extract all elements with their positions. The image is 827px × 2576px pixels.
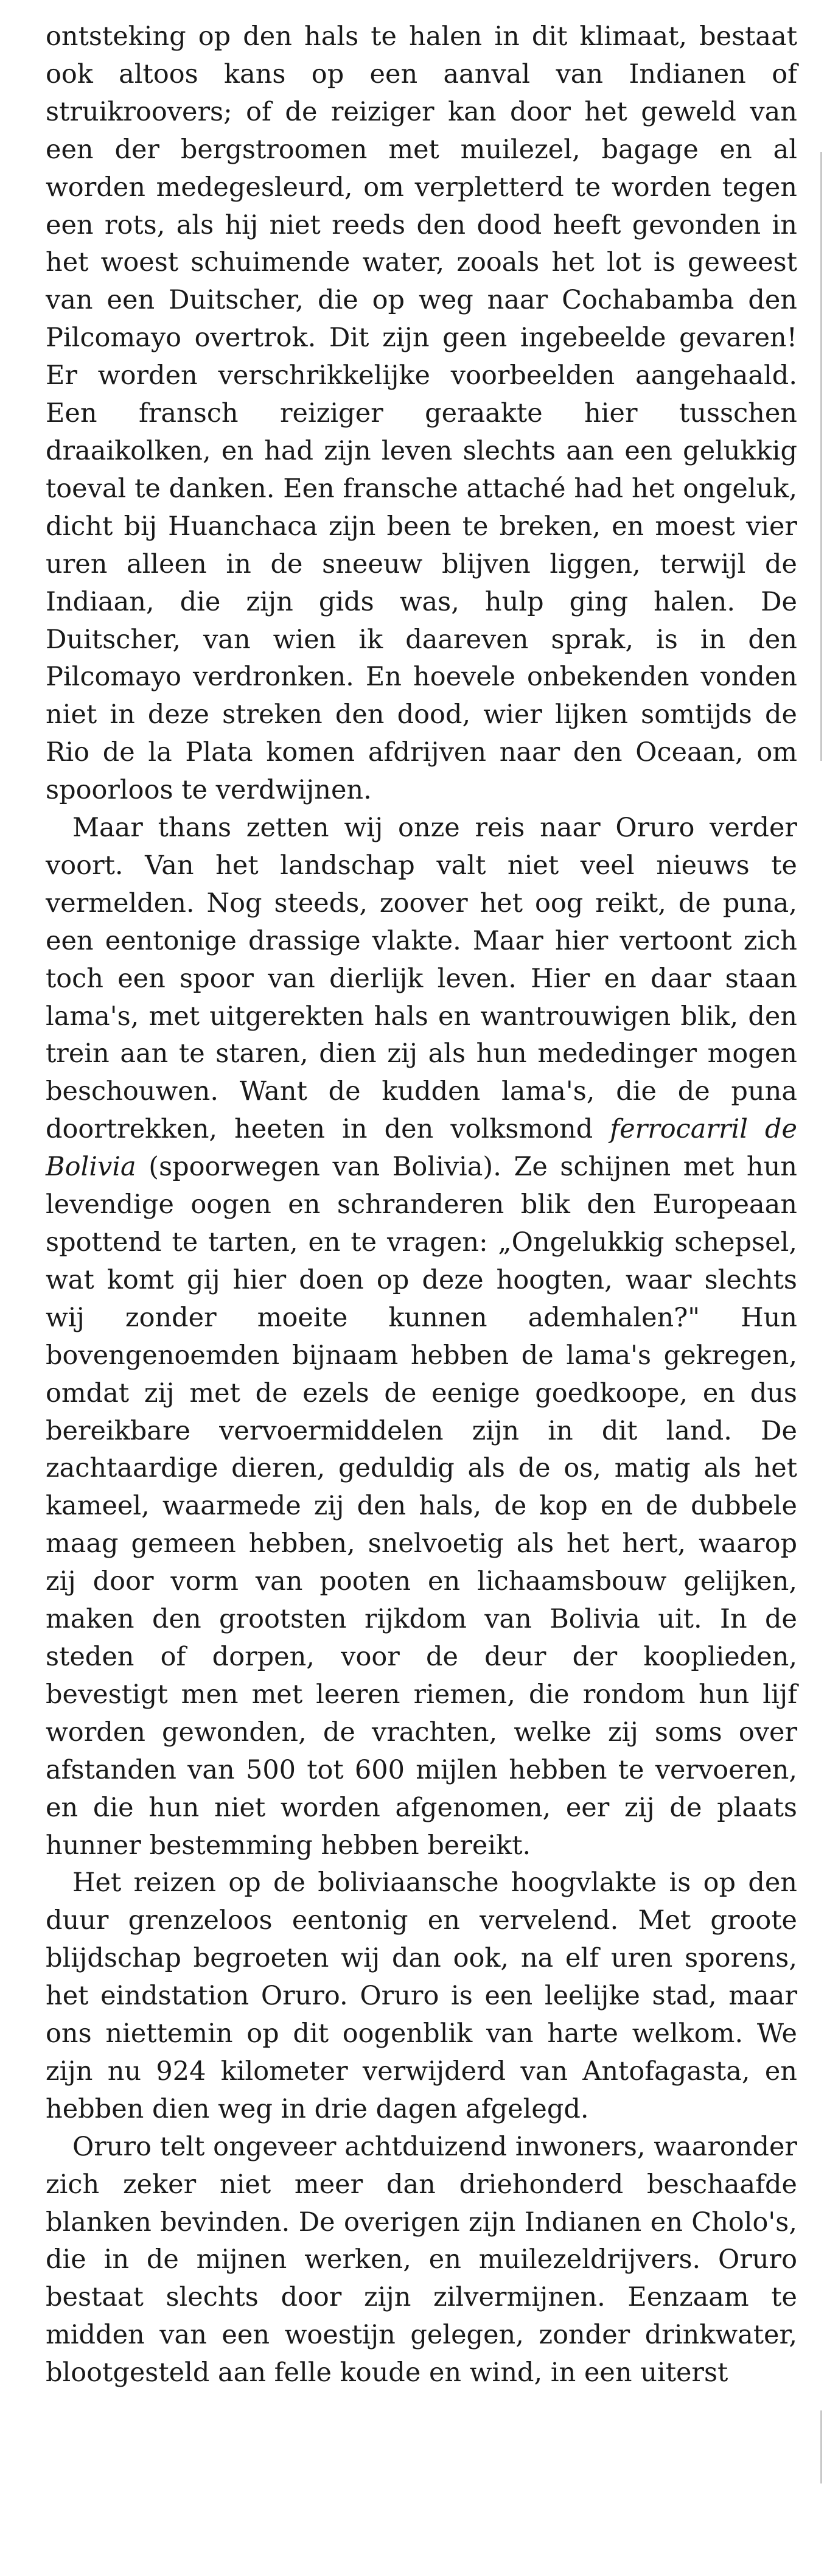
margin-rule bbox=[820, 152, 822, 761]
paragraph-2-text-before: Maar thans zetten wij onze reis naar Oruro verder voort. Van het landschap valt niet veel nieuws te vermelden. Nog steeds, zoover het oog reikt, de puna, een eentonige drassige vlakte. Maar hier vertoont zich toch een spoor van dierlijk leven. Hier en daar staan lama's, met uitgerekten hals en wantrouwigen blik, den trein aan te staren, dien zij als hun mededinger mogen beschouwen. Want de kudden lama's, die de puna doortrekken, heeten in den volksmond bbox=[46, 813, 797, 1145]
margin-rule bbox=[820, 2410, 822, 2483]
paragraph-3: Het reizen op de boliviaansche hoogvlakte is op den duur grenzeloos eentonig en vervelend. Met groote blijdschap begroeten wij dan ook, na elf uren sporens, het eindstation Oruro. Oruro is een leelijke stad, maar ons niettemin op dit oogenblik van harte welkom. We zijn nu 924 kilometer verwijderd van Antofagasta, en hebben dien weg in drie dagen afgelegd. bbox=[46, 1867, 797, 2124]
paragraph-4: Oruro telt ongeveer achtduizend inwoners, waaronder zich zeker niet meer dan driehonderd beschaafde blanken bevinden. De overigen zijn Indianen en Cholo's, die in de mijnen werken, en muilezeldrijvers. Oruro bestaat slechts door zijn zilvermijnen. Eenzaam te midden van een woestijn gelegen, zonder drinkwater, blootgesteld aan felle koude en wind, in een uiterst bbox=[46, 2131, 797, 2389]
paragraph-2-text-after: (spoorwegen van Bolivia). Ze schijnen met hun levendige oogen en schranderen blik den Europeaan spottend te tarten, en te vragen: „Ongelukkig schepsel, wat komt gij hier doen op deze hoogten, waar slechts wij zonder moeite kunnen ademhalen?" Hun bovengenoemden bijnaam hebben de lama's gekregen, omdat zij met de ezels de eenige goedkoope, en dus bereikbare vervoermiddelen zijn in dit land. De zachtaardige dieren, geduldig als de os, matig als het kameel, waarmede zij den hals, de kop en de dubbele maag gemeen hebben, snelvoetig als het hert, waarop zij door vorm van pooten en lichaamsbouw gelijken, maken den grootsten rijkdom van Bolivia uit. In de steden of dorpen, voor de deur der kooplieden, bevestigt men met leeren riemen, die rondom hun lijf worden gewonden, de vrachten, welke zij soms over afstanden van 500 tot 600 mijlen hebben te vervoeren, en die hun niet worden afgenomen, eer zij de plaats hunner bestemming hebben bereikt. bbox=[46, 1152, 797, 1861]
document-page bbox=[46, 18, 797, 2392]
paragraph-2-italic-phrase: ferrocarril de Bolivia bbox=[46, 1114, 797, 1183]
paragraph-2 bbox=[46, 810, 797, 1864]
paragraph-1: ontsteking op den hals te halen in dit klimaat, bestaat ook altoos kans op een aanval van Indianen of struikroovers; of de reiziger kan door het geweld van een der bergstroomen met muilezel, bagage en al worden medegesleurd, om verpletterd te worden tegen een rots, als hij niet reeds den dood heeft gevonden in het woest schuimende water, zooals het lot is geweest van een Duitscher, die op weg naar Cochabamba den Pilcomayo overtrok. Dit zijn geen ingebeelde gevaren! Er worden verschrikkelijke voorbeelden aangehaald. Een fransch reiziger geraakte hier tusschen draaikolken, en had zijn leven slechts aan een gelukkig toeval te danken. Een fransche attaché had het ongeluk, dicht bij Huanchaca zijn been te breken, en moest vier uren alleen in de sneeuw blijven liggen, terwijl de Indiaan, die zijn gids was, hulp ging halen. De Duitscher, van wien ik daareven sprak, is in den Pilcomayo verdronken. En hoevele onbekenden vonden niet in deze streken den dood, wier lijken somtijds de Rio de la Plata komen afdrijven naar den Oceaan, om spoorloos te verdwijnen. bbox=[46, 21, 797, 806]
